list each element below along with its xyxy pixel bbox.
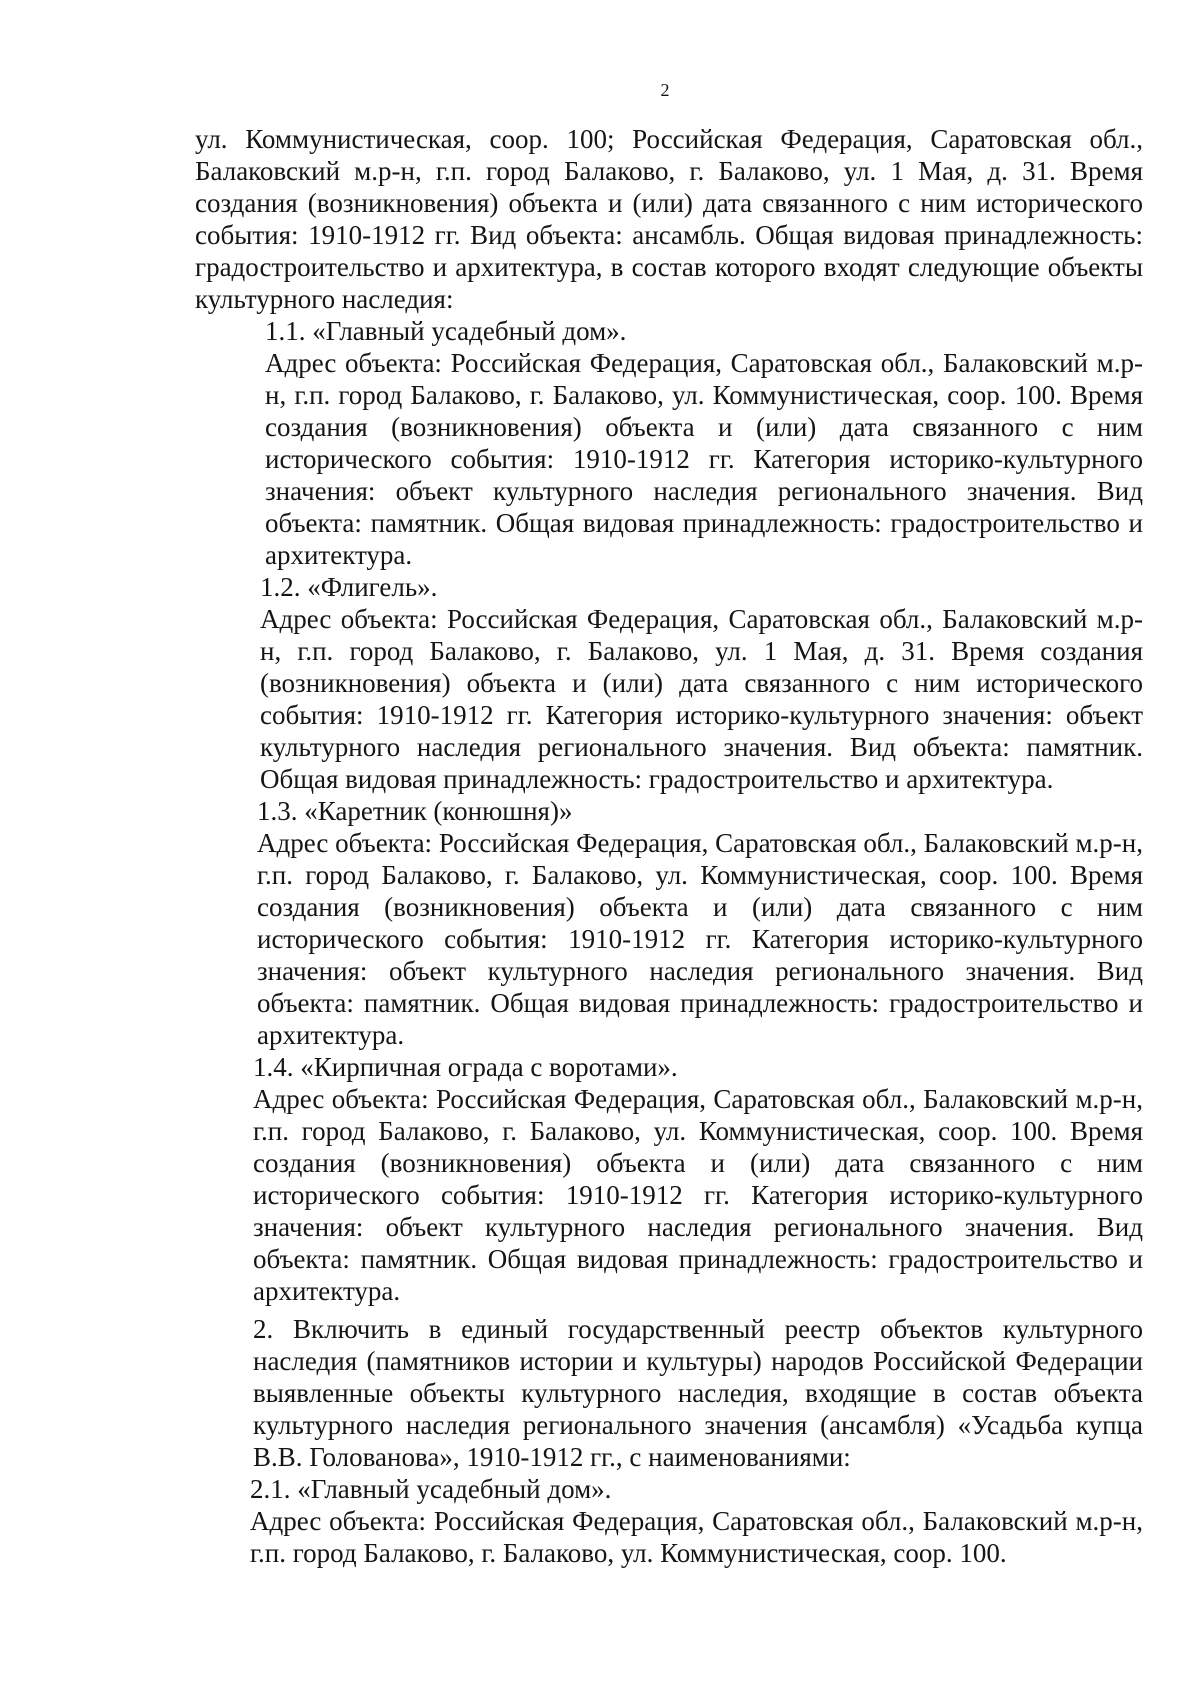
section-2-paragraph: 2. Включить в единый государственный реестр объектов культурного наследия (памятников истории и культуры) народов Российской Федерации выявленные объекты культурного наследия, входящие в состав объекта культурного наследия регионального значения (ансамбля) «Усадьба купца В.В. Голованова», 1910-1912 гг., с наименованиями: (253, 1314, 1143, 1472)
document-body (195, 123, 1143, 1569)
page-number: 2 (660, 80, 670, 100)
paragraph-ensemble-continuation: ул. Коммунистическая, соор. 100; Российская Федерация, Саратовская обл., Балаковский м.р-н, г.п. город Балаково, г. Балаково, ул. 1 Мая, д. 31. Время создания (возникновения) объекта и (или) дата связанного с ним исторического события: 1910-1912 гг. Вид объекта: ансамбль. Общая видовая принадлежность: градостроительство и архитектура, в состав которого входят следующие объекты культурного наследия: (195, 124, 1143, 314)
item-1-2-address: Адрес объекта: Российская Федерация, Саратовская обл., Балаковский м.р-н, г.п. город Балаково, г. Балаково, ул. 1 Мая, д. 31. Время создания (возникновения) объекта и (или) дата связанного с ним исторического события: 1910-1912 гг. Категория историко-культурного значения: объект культурного наследия регионального значения. Вид объекта: памятник. Общая видовая принадлежность: градостроительство и архитектура. (260, 604, 1143, 794)
item-1-2-heading: 1.2. «Флигель». (260, 572, 438, 602)
item-2-1-heading: 2.1. «Главный усадебный дом». (250, 1474, 612, 1504)
item-1-4-heading: 1.4. «Кирпичная ограда с воротами». (253, 1052, 678, 1082)
item-1-1-address: Адрес объекта: Российская Федерация, Саратовская обл., Балаковский м.р-н, г.п. город Балаково, г. Балаково, ул. Коммунистическая, соор. 100. Время создания (возникновения) объекта и (или) дата связанного с ним исторического события: 1910-1912 гг. Категория историко-культурного значения: объект культурного наследия регионального значения. Вид объекта: памятник. Общая видовая принадлежность: градостроительство и архитектура. (265, 348, 1143, 570)
item-1-4-address: Адрес объекта: Российская Федерация, Саратовская обл., Балаковский м.р-н, г.п. город Балаково, г. Балаково, ул. Коммунистическая, соор. 100. Время создания (возникновения) объекта и (или) дата связанного с ним исторического события: 1910-1912 гг. Категория историко-культурного значения: объект культурного наследия регионального значения. Вид объекта: памятник. Общая видовая принадлежность: градостроительство и архитектура. (253, 1084, 1143, 1306)
item-2-1-address: Адрес объекта: Российская Федерация, Саратовская обл., Балаковский м.р-н, г.п. город Балаково, г. Балаково, ул. Коммунистическая, соор. 100. (250, 1506, 1143, 1568)
item-1-3-address: Адрес объекта: Российская Федерация, Саратовская обл., Балаковский м.р-н, г.п. город Балаково, г. Балаково, ул. Коммунистическая, соор. 100. Время создания (возникновения) объекта и (или) дата связанного с ним исторического события: 1910-1912 гг. Категория историко-культурного значения: объект культурного наследия регионального значения. Вид объекта: памятник. Общая видовая принадлежность: градостроительство и архитектура. (257, 828, 1143, 1050)
item-1-3-heading: 1.3. «Каретник (конюшня)» (257, 796, 573, 826)
item-1-1-heading: 1.1. «Главный усадебный дом». (265, 316, 627, 346)
